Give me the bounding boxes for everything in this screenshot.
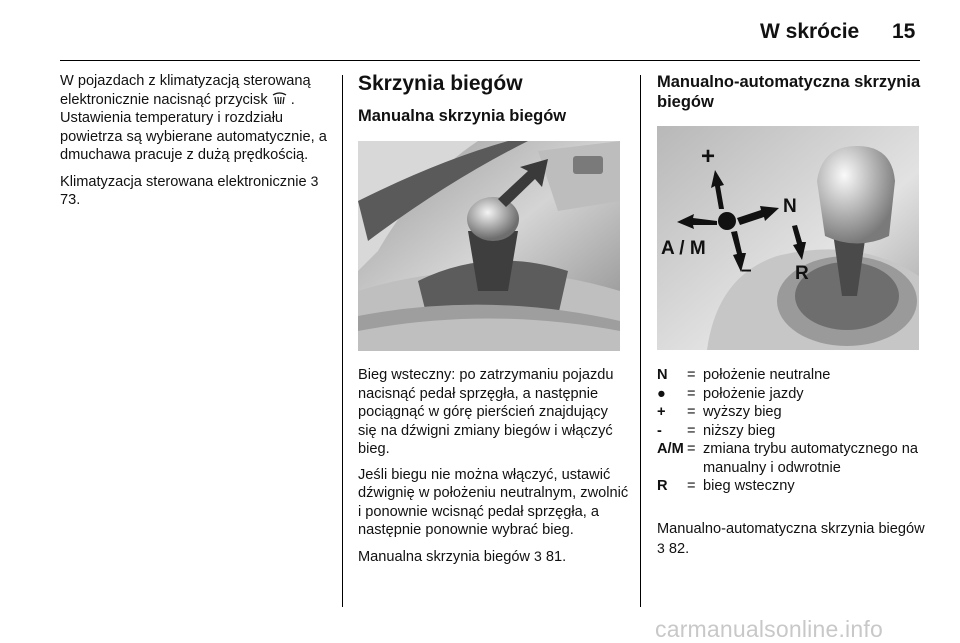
n-label: N: [783, 196, 797, 217]
climate-ref-page[interactable]: 73.: [60, 192, 81, 208]
page-number: 15: [892, 20, 916, 43]
column-divider-left: [342, 75, 343, 607]
legend-row: [657, 385, 929, 404]
legend-equals: =: [687, 441, 696, 457]
climate-ref-text: Klimatyzacja sterowana elektronicznie: [60, 173, 307, 190]
automated-ref-text: Manualno-automatyczna skrzynia biegów: [657, 521, 925, 537]
page-header-title: W skrócie: [760, 20, 860, 43]
legend-symbol: A/M: [657, 441, 684, 457]
section-heading: Skrzynia biegów: [358, 72, 523, 95]
legend-equals: =: [687, 385, 696, 402]
automated-ref-page[interactable]: 82.: [668, 540, 690, 557]
legend-symbol: +: [657, 404, 666, 420]
legend-symbol: N: [657, 367, 668, 383]
legend-description: położenie jazdy: [703, 385, 804, 402]
manual-ref-page[interactable]: 81.: [545, 548, 567, 565]
legend-symbol: ●: [657, 385, 666, 402]
fan-icon: [272, 92, 291, 108]
manual-gearbox-text: [358, 366, 630, 566]
plus-label: +: [701, 143, 716, 170]
legend-equals: =: [687, 422, 696, 439]
manual-gearbox-photo: [358, 141, 620, 351]
header-rule: [60, 60, 920, 61]
am-label: A / M: [661, 238, 706, 259]
climate-reference: [60, 172, 332, 210]
legend-row: [657, 403, 929, 422]
legend-symbol: R: [657, 478, 668, 494]
legend-row: [657, 422, 929, 441]
legend-symbol: -: [657, 422, 662, 439]
column-automated-gearbox: [657, 72, 929, 112]
legend-row: [657, 477, 929, 496]
page-ref-icon: 3: [310, 172, 319, 189]
minus-label: –: [741, 260, 752, 281]
reverse-gear-paragraph: Bieg wsteczny: po zatrzymaniu pojazdu nacisnąć pedał sprzęgła, a następnie pociągnąć w górę pierścień znajdujący się na dźwigni zmiany biegów i włączyć bieg.: [358, 367, 614, 457]
automated-gearbox-figure: [657, 126, 919, 350]
climate-paragraph: [60, 72, 332, 165]
gear-engage-paragraph: Jeśli biegu nie można włączyć, ustawić dźwignię w położeniu neutralnym, zwolnić i ponownie wcisnąć pedał sprzęgła, a następnie ponownie wybrać bieg.: [358, 466, 629, 538]
legend-description: położenie neutralne: [703, 367, 831, 383]
r-label: R: [795, 263, 809, 284]
column-manual-gearbox: [358, 72, 630, 126]
climate-text-start: W pojazdach z klimatyzacją sterowaną elektronicznie nacisnąć przycisk: [60, 73, 311, 108]
legend-equals: =: [687, 404, 696, 420]
automated-reference: [657, 520, 929, 558]
legend-description: niższy bieg: [703, 422, 776, 439]
watermark: carmanualsonline.info: [655, 616, 883, 642]
legend-description: zmiana trybu automatycznego na manualny i odwrotnie: [703, 441, 918, 476]
automated-heading: Manualno-automatyczna skrzynia biegów: [657, 73, 921, 111]
page-ref-icon: 3: [657, 539, 665, 556]
legend-row: [657, 440, 929, 477]
subsection-heading: Manualna skrzynia biegów: [358, 107, 567, 125]
legend-description: wyższy bieg: [703, 404, 782, 420]
legend-row: [657, 366, 929, 385]
legend-equals: =: [687, 478, 696, 494]
legend-equals: =: [687, 367, 696, 383]
column-divider-right: [640, 75, 641, 607]
gear-legend: [657, 366, 929, 496]
climate-text-end: . Ustawienia temperatury i rozdziału powietrza są wybierane automatycznie, a dmuchawa pracuje z dużą prędkością.: [60, 91, 327, 163]
manual-ref-text: Manualna skrzynia biegów: [358, 548, 530, 565]
legend-description: bieg wsteczny: [703, 478, 795, 494]
manual-gearbox-reference: [358, 547, 630, 567]
page-ref-icon: 3: [534, 547, 542, 564]
column-climate: [60, 72, 332, 210]
